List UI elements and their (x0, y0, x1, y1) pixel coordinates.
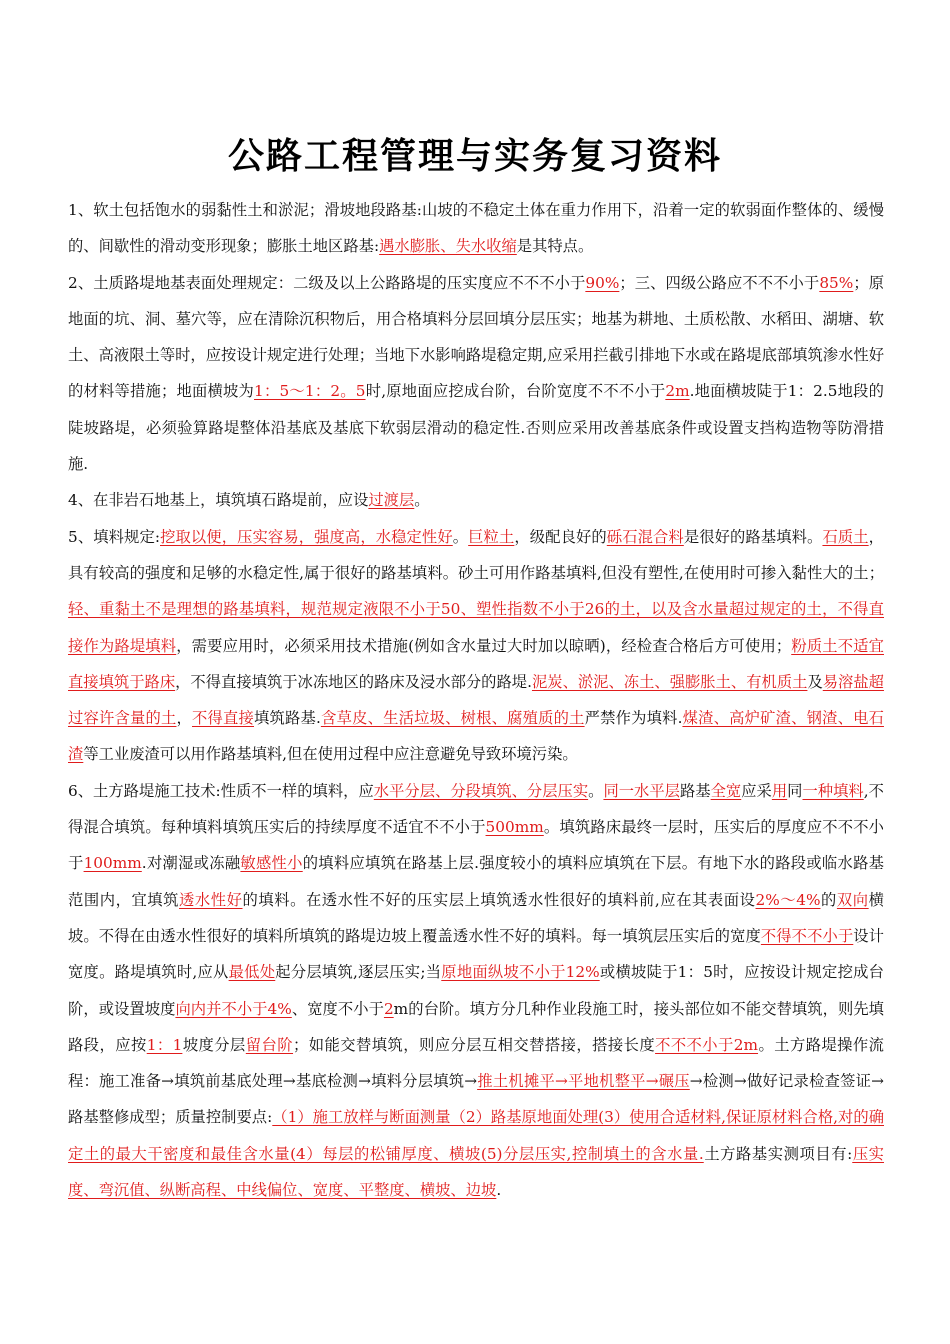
body-text: 设计宽度。路堤填筑时,应从 (68, 926, 884, 982)
highlighted-text: 2 (383, 999, 394, 1018)
body-text: 4、在非岩石地基上，填筑填石路堤前，应设 (68, 491, 369, 510)
highlighted-text: 含草皮、生活垃圾、树根、腐殖质的土 (320, 709, 585, 728)
body-text: 或横坡陡于1：5时，应按设计规定挖成台阶，或设置坡度 (68, 963, 884, 1018)
highlighted-text: 泥炭、淤泥、冻土、强膨胀土、有机质土 (531, 672, 808, 691)
highlighted-text: 敏感性小 (240, 854, 303, 873)
body-text: 起分层填筑,逐层压实;当 (275, 963, 442, 982)
body-text: ，需要应用时，必须采用技术措施(例如含水量过大时加以晾晒)，经检查合格后方可使用； (176, 636, 792, 655)
highlighted-text: 推土机摊平→平地机整平→碾压 (477, 1072, 690, 1091)
document-body (68, 192, 884, 1208)
highlighted-text: 500mm (485, 818, 544, 837)
body-text: ；如能交替填筑，则应分层互相交替搭接，搭接长度 (293, 1035, 656, 1054)
body-text: →检测→做好记录检查签证→路基整修成型；质量控制要点: (68, 1072, 884, 1127)
highlighted-text: 过渡层 (368, 491, 415, 510)
highlighted-text: 轻、重黏土不是理想的路基填料，规范规定液限不小于50、塑性指数不小于26的土，以及含水量超过规定的土，不得直接作为路堤填料 (68, 600, 884, 655)
body-text: ,不得混合填筑。每种填料填筑压实后的持续厚度不适宜不不小于 (68, 781, 884, 837)
highlighted-text: 90% (585, 273, 620, 292)
body-text: 5、填料规定: (68, 527, 160, 546)
highlighted-text: 85% (819, 273, 854, 292)
body-text: ， (176, 709, 192, 728)
highlighted-text: 向内并不小于4% (175, 999, 292, 1018)
body-text: .地面横坡陡于1：2.5地段的陡坡路堤，必须验算路堤整体沿基底及基底下软弱层滑动的稳定性.否则应采用改善基底条件或设置支挡构造物等防滑措施. (68, 382, 884, 474)
body-text: 。填筑路床最终一层时，压实后的厚度应不不不小于 (68, 818, 884, 873)
body-text: 。 (588, 781, 604, 800)
body-text: 严禁作为填料. (584, 709, 683, 728)
highlighted-text: 砾石混合料 (606, 527, 684, 546)
body-text: ，具有较高的强度和足够的水稳定性,属于很好的路基填料。砂土可用作路基填料,但没有塑性,在使用时可掺入黏性大的土； (68, 527, 884, 582)
highlighted-text: 1：1 (146, 1035, 183, 1054)
highlighted-text: 水平分层、分段填筑、分层压实 (373, 781, 589, 800)
body-text: 2、土质路堤地基表面处理规定：二级及以上公路路堤的压实度应不不不小于 (68, 273, 586, 292)
highlighted-text: 煤渣、高炉矿渣、钢渣、电石渣 (68, 709, 884, 764)
body-text: 时,原地面应挖成台阶，台阶宽度不不不小于 (365, 382, 666, 401)
body-text: 的填料应填筑在路基上层.强度较小的填料应填筑在下层。有地下水的路段或临水路基范围内，宜填筑 (68, 854, 884, 909)
body-text: 是很好的路基填料。 (683, 527, 823, 546)
paragraph-4 (68, 519, 884, 773)
highlighted-text: 用 (771, 781, 788, 800)
body-text: 。 (414, 491, 430, 510)
body-text: 6、土方路堤施工技术:性质不一样的填料，应 (68, 781, 374, 800)
highlighted-text: 不得不不小于 (760, 926, 854, 945)
highlighted-text: 2m (665, 382, 690, 401)
highlighted-text: 原地面纵坡不小于12% (441, 963, 600, 982)
paragraph-3 (68, 482, 884, 518)
body-text: 。土方路堤操作流程：施工准备→填筑前基底处理→基底检测→填料分层填筑→ (68, 1035, 884, 1091)
highlighted-text: 挖取以便，压实容易，强度高，水稳定性好 (160, 527, 453, 546)
body-text: ；三、四级公路应不不不小于 (619, 273, 820, 292)
highlighted-text: 1：5～1：2。5 (254, 382, 366, 401)
body-text: 的填料。在透水性不好的压实层上填筑透水性很好的填料前,应在其表面设 (242, 890, 756, 909)
body-text: 横坡。不得在由透水性很好的填料所填筑的路堤边坡上覆盖透水性不好的填料。每一填筑层压实后的宽度 (68, 890, 884, 945)
body-text: 是其特点。 (516, 237, 594, 256)
highlighted-text: 100mm (83, 854, 142, 873)
paragraph-1 (68, 192, 884, 265)
body-text: . (496, 1181, 502, 1200)
body-text: 等工业废渣可以用作路基填料,但在使用过程中应注意避免导致环境污染。 (83, 745, 578, 764)
highlighted-text: 石质土 (822, 527, 869, 546)
body-text: 。 (452, 527, 469, 546)
paragraph-2 (68, 265, 884, 483)
body-text: 土方路基实测项目有: (703, 1144, 853, 1163)
body-text: 及 (807, 672, 823, 691)
highlighted-text: 双向 (836, 890, 869, 909)
document-title: 公路工程管理与实务复习资料 (227, 136, 722, 177)
body-text: 坡度分层 (182, 1035, 246, 1054)
highlighted-text: 易溶盐超过容许含量的土 (68, 672, 884, 728)
body-text: .对潮湿或冻融 (141, 854, 241, 873)
highlighted-text: 粉质土不适宜直接填筑于路床 (68, 636, 884, 691)
body-text: ，级配良好的 (514, 527, 607, 546)
highlighted-text: （1）施工放样与断面测量（2）路基原地面处理(3）使用合适材料,保证原材料合格,对的确定土的最大干密度和最佳含水量(4）每层的松铺厚度、横坡(5)分层压实,控制填土的含水量. (68, 1108, 884, 1163)
highlighted-text: 全宽 (710, 781, 742, 800)
highlighted-text: 最低处 (228, 963, 276, 982)
highlighted-text: 透水性好 (179, 890, 243, 909)
body-text: 应采 (741, 781, 772, 800)
body-text: 的 (820, 890, 837, 909)
highlighted-text: 2%～4% (755, 890, 821, 909)
highlighted-text: 不得直接 (192, 709, 254, 728)
paragraph-5 (68, 773, 884, 1209)
body-text: 同 (787, 781, 803, 800)
highlighted-text: 遇水膨胀、失水收缩 (379, 237, 517, 256)
body-text: 填筑路基. (254, 709, 321, 728)
body-text: 1、软土包括饱水的弱黏性土和淤泥；滑坡地段路基:山坡的不稳定土体在重力作用下，沿着一定的软弱面作整体的、缓慢的、间歇性的滑动变形现象；膨胀土地区路基: (68, 201, 884, 256)
highlighted-text: 压实度、弯沉值、纵断高程、中线偏位、宽度、平整度、横坡、边坡 (68, 1144, 884, 1200)
highlighted-text: 一种填料 (802, 781, 864, 800)
highlighted-text: 同一水平层 (603, 781, 680, 800)
body-text: ，不得直接填筑于冰冻地区的路床及浸水部分的路堤. (175, 672, 532, 691)
highlighted-text: 留台阶 (245, 1035, 294, 1054)
body-text: m的台阶。填方分几种作业段施工时，接头部位如不能交替填筑，则先填路段，应按 (68, 999, 884, 1054)
highlighted-text: 巨粒土 (468, 527, 515, 546)
body-text: 、宽度不小于 (291, 999, 384, 1018)
highlighted-text: 不不不小于2m (655, 1035, 759, 1054)
body-text: ；原地面的坑、洞、墓穴等，应在清除沉积物后，用合格填料分层回填分层压实；地基为耕地、土质松散、水稻田、湖塘、软土、高液限土等时，应按设计规定进行处理；当地下水影响路堤稳定期,应采用拦截引排地下水或在路堤底部填筑渗水性好的材料等措施；地面横坡为 (68, 273, 884, 401)
body-text: 路基 (679, 781, 711, 800)
